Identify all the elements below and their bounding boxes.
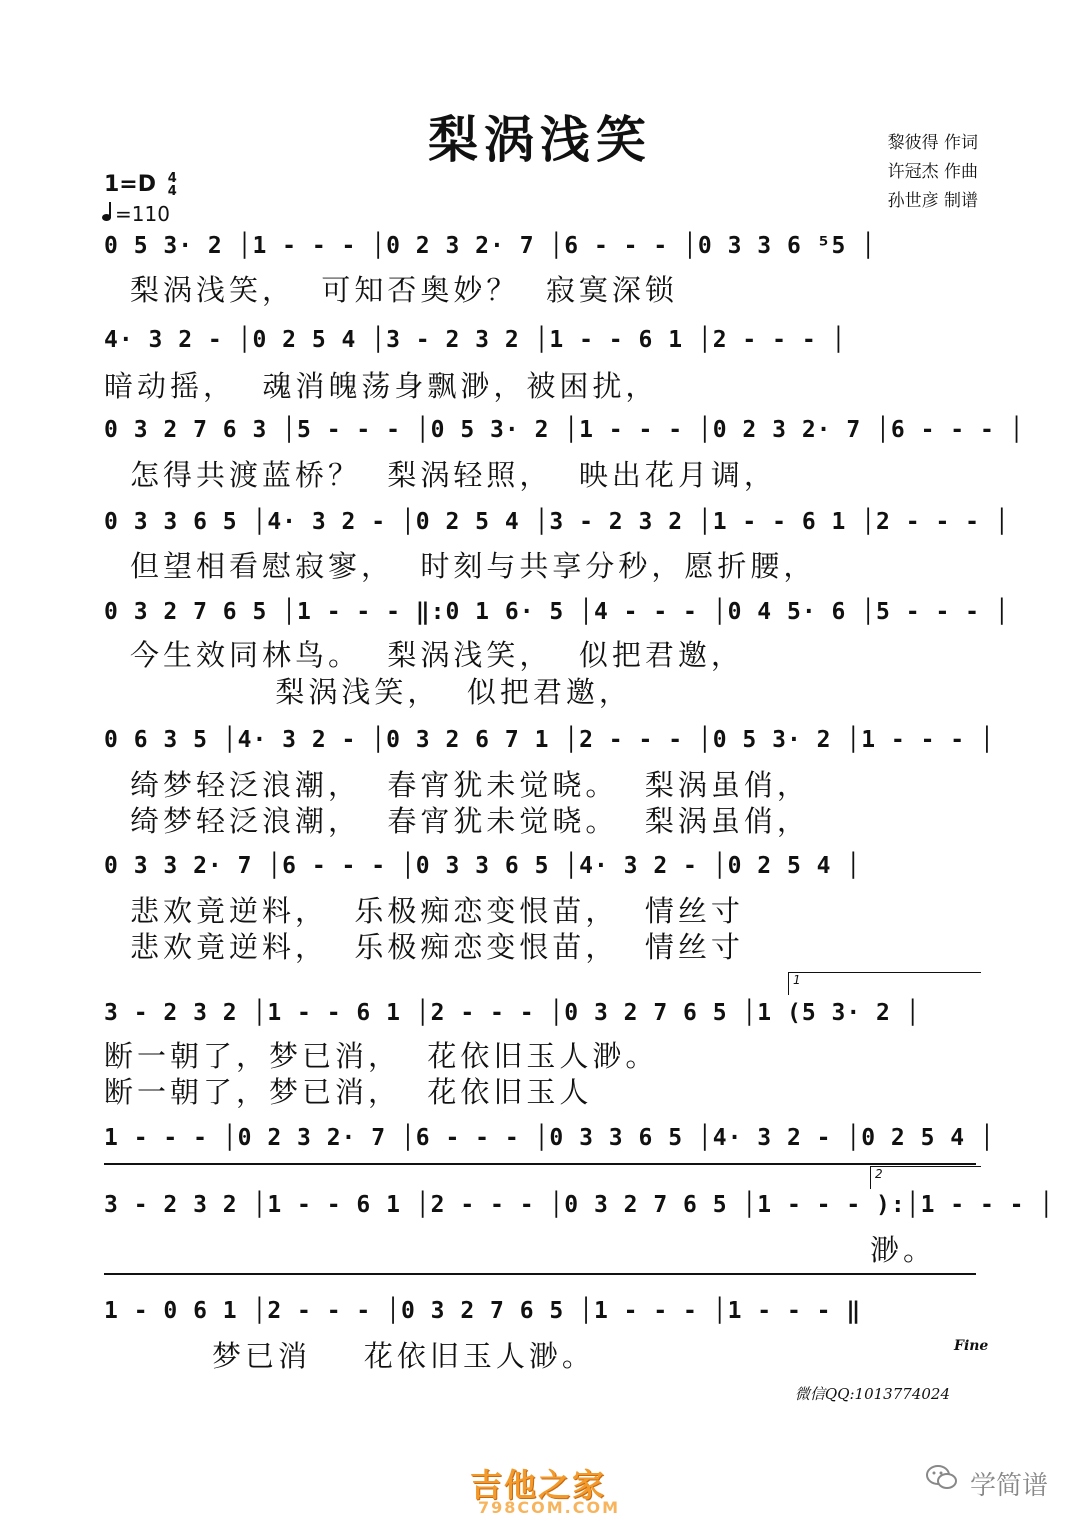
- watermark-site-name: 吉他之家: [470, 1466, 607, 1504]
- key-label: 1=D: [104, 172, 157, 197]
- volta-2-bracket: [870, 1166, 981, 1189]
- volta-1-label: 1: [793, 973, 801, 987]
- score-row-5: 0 3 2 7 6 5 │1 - - - ‖:0 1 6· 5 │4 - - - │0 4 5· 6 │5 - - - │: [104, 599, 1010, 625]
- time-bottom: 4: [167, 184, 177, 199]
- lyric-row-3: 怎得共渡蓝桥？ 梨涡轻照， 映出花月调，: [130, 458, 777, 492]
- lyric-row-10: 渺。: [870, 1233, 937, 1267]
- score-row-3: 0 3 2 7 6 3 │5 - - - │0 5 3· 2 │1 - - - │0 2 3 2· 7 │6 - - - │: [104, 417, 1025, 443]
- score-row-8: 3 - 2 3 2 │1 - - 6 1 │2 - - - │0 3 2 7 6 5 │1 (5 3· 2 │: [104, 1000, 921, 1026]
- lyric-row-4: 但望相看慰寂寥， 时刻与共享分秒，愿折腰，: [130, 549, 817, 583]
- score-row-9: 1 - - - │0 2 3 2· 7 │6 - - - │0 3 3 6 5 │4· 3 2 - │0 2 5 4 │: [104, 1125, 995, 1151]
- score-row-7: 0 3 3 2· 7 │6 - - - │0 3 3 6 5 │4· 3 2 - │0 2 5 4 │: [104, 853, 862, 879]
- volta-2-label: 2: [875, 1167, 883, 1181]
- watermark-brand: 学简谱: [970, 1471, 1049, 1501]
- time-top: 4: [167, 171, 177, 186]
- contact-info: 微信QQ:1013774024: [794, 1385, 950, 1403]
- tempo-marking: [102, 202, 170, 226]
- score-row-10: 3 - 2 3 2 │1 - - 6 1 │2 - - - │0 3 2 7 6 5 │1 - - - ):│1 - - - │: [104, 1192, 1055, 1218]
- arranger-credit: 孙世彦 制谱: [887, 191, 978, 211]
- quarter-note-icon: [102, 214, 111, 221]
- score-row-4: 0 3 3 6 5 │4· 3 2 - │0 2 5 4 │3 - 2 3 2 │1 - - 6 1 │2 - - - │: [104, 509, 1010, 535]
- score-row-6: 0 6 3 5 │4· 3 2 - │0 3 2 6 7 1 │2 - - - │0 5 3· 2 │1 - - - │: [104, 727, 995, 753]
- lyric-row-11: 梦已消 花依旧玉人渺。: [212, 1339, 595, 1373]
- time-signature: [168, 172, 177, 198]
- watermark-site-url: 798COM.COM: [478, 1498, 621, 1517]
- composer-credit: 许冠杰 作曲: [887, 162, 978, 182]
- lyric-row-6b: 绮梦轻泛浪潮， 春宵犹未觉晓。 梨涡虽俏，: [130, 804, 810, 838]
- lyric-row-7a: 悲欢竟逆料， 乐极痴恋变恨苗， 情丝寸: [130, 894, 744, 928]
- lyric-row-7b: 悲欢竟逆料， 乐极痴恋变恨苗， 情丝寸: [130, 930, 744, 964]
- bracket-line-2: [104, 1273, 976, 1275]
- lyricist-credit: 黎彼得 作词: [887, 133, 978, 153]
- bracket-line-1: [104, 1163, 976, 1165]
- score-row-2: 4· 3 2 - │0 2 5 4 │3 - 2 3 2 │1 - - 6 1 │2 - - - │: [104, 327, 847, 353]
- key-signature: [104, 172, 177, 198]
- tempo-value: =110: [115, 202, 170, 226]
- lyric-row-8b: 断一朝了，梦已消， 花依旧玉人: [104, 1075, 593, 1109]
- score-title: 梨涡浅笑: [428, 110, 652, 169]
- score-row-1: 0 5 3· 2 │1 - - - │0 2 3 2· 7 │6 - - - │0 3 3 6 ⁵5 │: [104, 233, 877, 259]
- lyric-row-5b: 梨涡浅笑， 似把君邀，: [130, 675, 632, 709]
- fine-marking: Fine: [954, 1338, 989, 1354]
- lyric-row-5a: 今生效同林鸟。 梨涡浅笑， 似把君邀，: [130, 638, 744, 672]
- lyric-row-1: 梨涡浅笑， 可知否奥妙？ 寂寞深锁: [130, 273, 678, 307]
- lyric-row-6a: 绮梦轻泛浪潮， 春宵犹未觉晓。 梨涡虽俏，: [130, 768, 810, 802]
- lyric-row-2: 暗动摇， 魂消魄荡身飘渺，被困扰，: [104, 369, 659, 403]
- score-row-11: 1 - 0 6 1 │2 - - - │0 3 2 7 6 5 │1 - - - │1 - - - ‖: [104, 1298, 862, 1324]
- lyric-row-8a: 断一朝了，梦已消， 花依旧玉人渺。: [104, 1039, 659, 1073]
- volta-1-bracket: [788, 972, 981, 995]
- wechat-icon: [925, 1463, 959, 1493]
